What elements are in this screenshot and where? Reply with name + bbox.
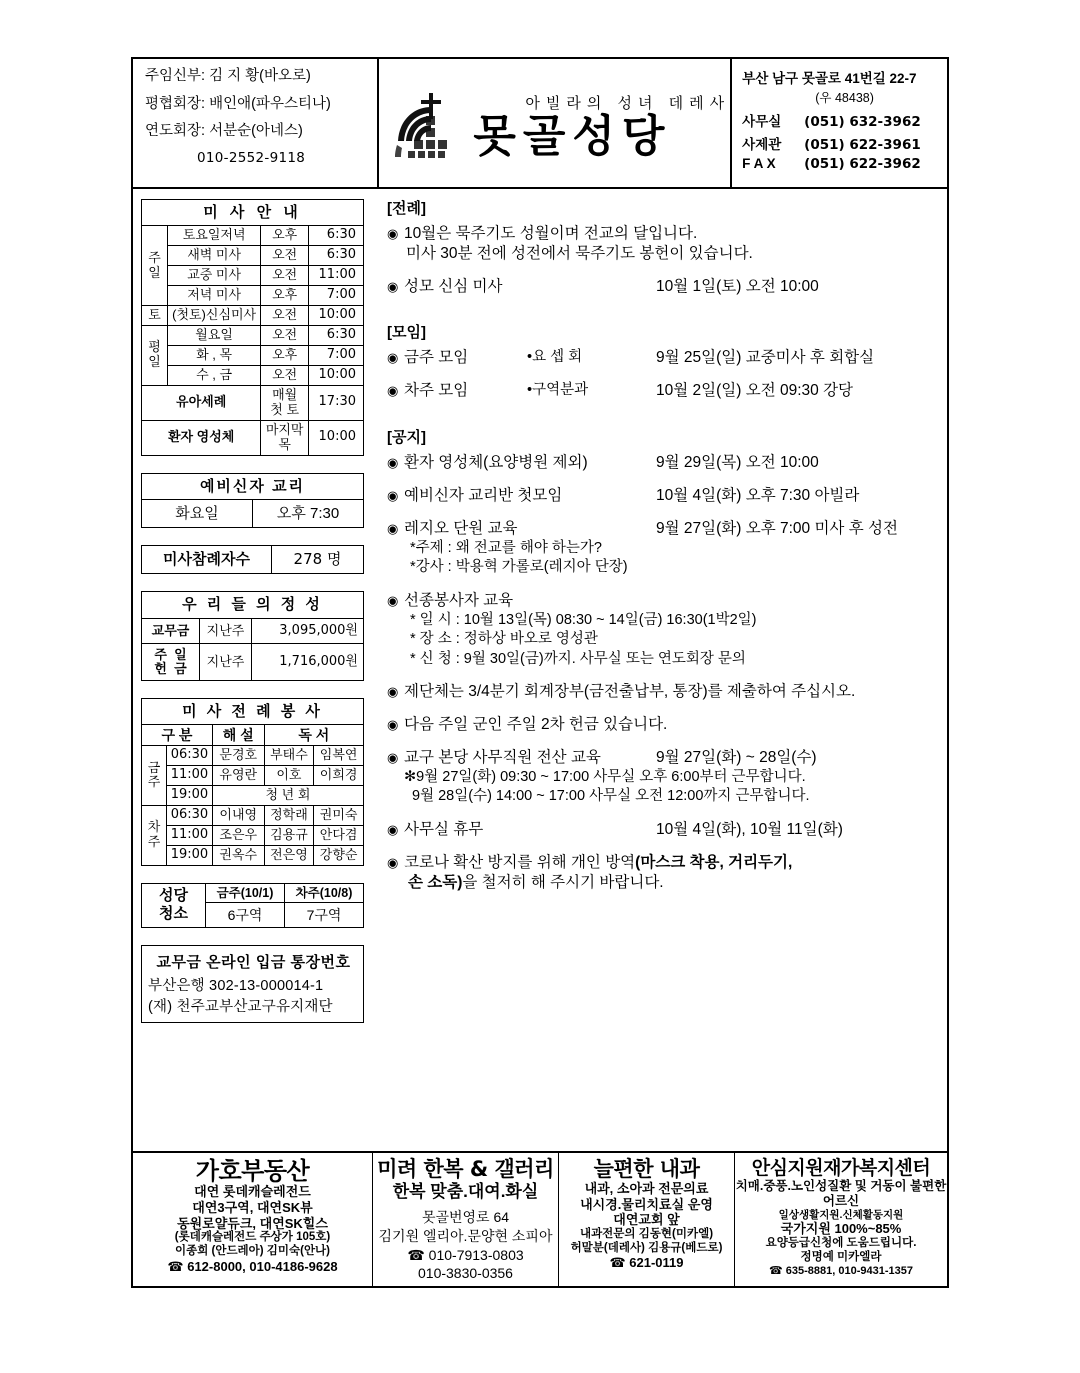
notice-item-label: 예비신자 교리반 첫모임	[404, 486, 563, 504]
notice-item-sub: *주제 : 왜 전교를 해야 하는가?	[410, 539, 602, 556]
mass-time: 6:30	[309, 246, 364, 266]
ad-doctor: 내과전문의 김동현(미카엘)	[579, 1227, 714, 1240]
contact-office-value: (051) 632-3962	[804, 114, 921, 130]
ad-title: 가호부동산	[195, 1157, 310, 1185]
notice-item-text	[404, 820, 947, 840]
header-logo-block	[379, 59, 732, 187]
ad-title: 미려 한복 & 갤러리	[377, 1157, 554, 1181]
bullet-icon: ◉	[387, 383, 399, 399]
notice-item	[387, 486, 947, 506]
mass-schedule-table	[141, 199, 364, 456]
ad-miryeo-hanbok[interactable]	[373, 1153, 559, 1288]
notice-item-text	[404, 453, 947, 473]
service-head-division: 구 분	[142, 724, 213, 745]
infant-baptism-when: 매월 첫 토	[261, 385, 309, 420]
mass-time: 11:00	[309, 266, 364, 286]
ad-line: 일상생활지원.신체활동지원	[778, 1208, 904, 1221]
notice-item	[387, 748, 947, 807]
ad-support-rate: 국가지원 100%~85%	[780, 1221, 902, 1237]
service-commentator: 유영란	[212, 766, 264, 786]
meeting-item	[387, 381, 947, 401]
catechumen-time: 오후 7:30	[253, 499, 364, 527]
meeting-item-group: •요 셉 회	[527, 349, 583, 366]
liturgical-service-table	[141, 698, 364, 866]
notice-item-text	[404, 486, 947, 506]
ad-line: 동원로얄듀크, 대연SK힐스	[177, 1215, 328, 1231]
liturgy-item-label: 성모 신심 미사	[404, 277, 503, 295]
section-heading-meeting: [모임]	[387, 324, 426, 342]
mass-group-sunday: 주 일	[142, 226, 168, 306]
notice-item	[387, 820, 947, 840]
bank-account: 부산은행 302-13-000014-1	[148, 978, 324, 995]
notice-item-value: 9월 27일(화) 오후 7:00 미사 후 성전	[656, 519, 898, 537]
contact-fax-label: F A X	[742, 156, 776, 171]
bullet-icon: ◉	[387, 226, 399, 241]
mass-name: 화 , 목	[167, 345, 260, 365]
mass-group-weekday: 평 일	[142, 325, 168, 385]
sick-communion-when: 마지막 목	[261, 420, 309, 455]
table-row	[142, 365, 364, 385]
offering-amount: 1,716,000원	[252, 644, 364, 680]
service-reader-2: 강향순	[314, 845, 364, 865]
table-row	[142, 845, 364, 865]
table-row	[142, 825, 364, 845]
ad-line: 대연교회 앞	[613, 1212, 680, 1228]
meeting-item-group: •구역분과	[527, 382, 589, 399]
ad-phone: ☎ 612-8000, 010-4186-9628	[167, 1258, 338, 1274]
bulletin-frame	[131, 57, 949, 1288]
table-row	[142, 546, 364, 574]
service-week-label-next: 차 주	[142, 805, 167, 865]
offering-period: 지난주	[200, 644, 252, 680]
mass-ampm: 오후	[261, 345, 309, 365]
table-row	[142, 746, 364, 766]
bullet-icon: ◉	[387, 455, 399, 471]
table-row	[142, 306, 364, 326]
council-chair-line: 평협회장: 배인애(파우스티나)	[145, 95, 331, 112]
service-reader-2: 이희경	[314, 766, 364, 786]
service-commentator: 이내영	[212, 805, 264, 825]
service-group-merged: 청 년 회	[212, 785, 363, 805]
service-time: 19:00	[166, 845, 212, 865]
meeting-item-value: 9월 25일(일) 교중미사 후 회합실	[656, 349, 875, 367]
table-row	[142, 226, 364, 246]
notice-item-sub: * 신 청 : 9월 30일(금)까지. 사무실 또는 연도회장 문의	[410, 650, 746, 667]
notice-item-main	[404, 519, 947, 539]
contact-rectory-value: (051) 622-3961	[804, 137, 921, 153]
notice-item-text	[404, 853, 947, 893]
bank-owner: (재) 천주교부산교구유지재단	[148, 999, 333, 1016]
contact-fax-value: (051) 622-3962	[804, 156, 921, 172]
ad-doctor-secondary: 허말분(데레사) 김용규(베드로)	[570, 1241, 723, 1254]
liturgy-item-line2: 미사 30분 전에 성전에서 묵주기도 봉헌이 있습니다.	[406, 244, 753, 262]
meeting-item-text	[404, 381, 947, 401]
mass-time: 7:00	[309, 345, 364, 365]
mass-name: 토요일저녁	[167, 226, 260, 246]
yeondo-chair-line: 연도회장: 서분순(아네스)	[145, 123, 303, 139]
mass-name: 저녁 미사	[167, 286, 260, 306]
notice-item	[387, 682, 947, 702]
service-time: 06:30	[166, 746, 212, 766]
notice-item	[387, 715, 947, 735]
bullet-icon: ◉	[387, 592, 399, 608]
offering-kind: 교무금	[142, 618, 200, 644]
yeondo-chair-phone: 010-2552-9118	[197, 149, 306, 166]
spacer	[141, 928, 373, 945]
notice-item-value: 10월 4일(화) 오후 7:30 아빌라	[656, 486, 860, 504]
liturgy-item-text	[404, 277, 947, 297]
cleaning-value-this-week: 6구역	[206, 903, 285, 928]
mass-ampm: 오후	[261, 286, 309, 306]
table-row	[142, 345, 364, 365]
table-row	[142, 246, 364, 266]
ad-line: 내과, 소아과 전문의료	[584, 1181, 709, 1197]
church-patron-name: 아빌라의 성녀 데레사	[525, 94, 731, 112]
ad-line: 대연3구역, 대연SK뷰	[192, 1199, 313, 1215]
ad-title: 늘편한 내과	[593, 1157, 700, 1181]
bullet-icon: ◉	[387, 717, 399, 733]
ad-line: 치매.중풍.노인성질환 및 거동이 불편한	[735, 1178, 947, 1193]
notice-covid-bold2: 손 소독)	[408, 873, 463, 891]
church-name: 못골성당	[473, 110, 672, 162]
offering-period: 지난주	[200, 618, 252, 644]
cleaning-head-this-week: 금주(10/1)	[206, 883, 285, 902]
meeting-item	[387, 348, 947, 368]
ad-line: 김기원 엘리아.문양현 소피아	[378, 1228, 553, 1245]
ad-line: (롯데캐슬레전드 주상가 105호)	[174, 1231, 331, 1244]
ad-gaho-realestate[interactable]	[133, 1153, 373, 1288]
ad-line: 대연 롯데캐슬레전드	[194, 1184, 311, 1200]
bullet-icon: ◉	[387, 854, 399, 870]
mass-time: 10:00	[309, 365, 364, 385]
catechumen-table	[141, 473, 364, 529]
service-reader-1: 정학래	[264, 805, 314, 825]
table-row	[142, 592, 364, 618]
catechumen-day: 화요일	[142, 499, 253, 527]
table-row	[142, 785, 364, 805]
mass-ampm: 오전	[261, 325, 309, 345]
advertisement-row	[133, 1151, 947, 1288]
notice-item-value: 9월 27일(화) ~ 28일(수)	[656, 748, 817, 766]
spacer	[141, 528, 373, 545]
ad-title: 안심지원재가복지센터	[751, 1157, 931, 1179]
catechumen-title: 예비신자 교리	[142, 473, 364, 499]
service-head-commentator: 해 설	[212, 724, 264, 745]
notice-item-label: 사무실 휴무	[404, 820, 484, 838]
section-heading-liturgy: [전례]	[387, 200, 426, 217]
ad-contact-person: 정명예 미카엘라	[800, 1250, 882, 1263]
contact-office-label: 사무실	[742, 114, 782, 129]
offering-table	[141, 591, 364, 680]
notice-item-label: 선종봉사자 교육	[404, 591, 514, 609]
ad-phone: ☎ 010-7913-0803	[407, 1246, 524, 1263]
table-row	[142, 499, 364, 527]
mass-ampm: 오후	[261, 226, 309, 246]
ad-phone-secondary: 010-3830-0356	[418, 1265, 513, 1282]
bulletin-body	[133, 189, 947, 1151]
offering-amount: 3,095,000원	[252, 618, 364, 644]
notice-item	[387, 591, 947, 670]
mass-schedule-title: 미 사 안 내	[142, 200, 364, 226]
table-row	[142, 883, 364, 902]
service-title: 미 사 전 례 봉 사	[142, 698, 364, 724]
mass-time: 6:30	[309, 325, 364, 345]
notice-item-sub: ✻9월 27일(화) 09:30 ~ 17:00 사무실 오후 6:00부터 근무합니다.	[404, 768, 806, 785]
offering-title: 우 리 들 의 정 성	[142, 592, 364, 618]
notice-item	[387, 519, 947, 578]
service-reader-2: 권미숙	[314, 805, 364, 825]
ad-agent: 이종희 (안드레아) 김미숙(안나)	[174, 1244, 330, 1257]
mass-time: 6:30	[309, 226, 364, 246]
spacer	[141, 866, 373, 883]
service-reader-1: 이호	[264, 766, 314, 786]
sick-communion-time: 10:00	[309, 420, 364, 455]
table-row	[142, 385, 364, 420]
infant-baptism-label: 유아세례	[142, 385, 261, 420]
contact-rectory-label: 사제관	[742, 137, 782, 152]
spacer	[387, 414, 947, 426]
notice-item-label: 교구 본당 사무직원 전산 교육	[404, 748, 601, 766]
notice-item-value: 10월 4일(화), 10월 11일(화)	[656, 820, 843, 838]
mass-time: 7:00	[309, 286, 364, 306]
notice-covid-post: 을 철저히 해 주시기 바랍니다.	[462, 873, 664, 891]
liturgy-item-value: 10월 1일(토) 오전 10:00	[656, 277, 819, 295]
liturgy-item	[387, 224, 947, 264]
ad-line: 요양등급신청에 도움드립니다.	[765, 1237, 917, 1250]
table-row	[142, 766, 364, 786]
table-row	[142, 724, 364, 745]
bullet-icon: ◉	[387, 749, 399, 765]
mass-ampm: 오전	[261, 365, 309, 385]
header-contact-block	[732, 59, 947, 187]
notice-item-text	[404, 591, 947, 670]
notice-item-main	[404, 748, 947, 768]
ad-subtitle: 한복 맞춤.대여.화실	[392, 1182, 539, 1202]
liturgy-item-line1: 10월은 묵주기도 성월이며 전교의 달입니다.	[404, 225, 698, 242]
ad-neulpyeonhan-clinic[interactable]	[559, 1153, 735, 1288]
service-reader-2: 임복연	[314, 746, 364, 766]
service-reader-1: 부태수	[264, 746, 314, 766]
notice-item-sub: 9월 28일(수) 14:00 ~ 17:00 사무실 오전 12:00까지 근무합니다.	[412, 788, 810, 805]
cleaning-label-line2: 청소	[159, 905, 188, 923]
mass-ampm: 오전	[261, 306, 309, 326]
service-commentator: 권옥수	[212, 845, 264, 865]
liturgy-item	[387, 277, 947, 297]
mass-name: (첫토)신심미사	[167, 306, 260, 326]
notice-item-text	[404, 748, 947, 807]
service-head-reader: 독 서	[264, 724, 363, 745]
service-reader-1: 김용규	[264, 825, 314, 845]
service-time: 11:00	[166, 766, 212, 786]
notice-item	[387, 453, 947, 473]
liturgy-item-text	[404, 224, 947, 264]
notice-item-text: 다음 주일 군인 주일 2차 헌금 있습니다.	[404, 716, 668, 734]
spacer	[141, 681, 373, 698]
attendance-label: 미사참례자수	[142, 546, 272, 574]
meeting-item-label: 금주 모임	[404, 349, 469, 367]
spacer	[141, 574, 373, 591]
notice-item-text: 제단체는 3/4분기 회계장부(금전출납부, 통장)를 제출하여 주십시오.	[404, 683, 856, 701]
spacer	[141, 456, 373, 473]
left-sidebar	[133, 189, 373, 1151]
bullet-icon: ◉	[387, 487, 399, 503]
cleaning-value-next-week: 7구역	[285, 903, 364, 928]
notice-item-value: 9월 29일(목) 오전 10:00	[656, 454, 819, 472]
notice-item-sub: *강사 : 박용혁 가롤로(레지아 단장)	[410, 559, 628, 576]
contact-fax	[742, 156, 947, 172]
service-time: 11:00	[166, 825, 212, 845]
notice-covid-line1	[404, 853, 947, 873]
ad-line: 내시경.물리치료실 운영	[580, 1196, 713, 1212]
bullet-icon: ◉	[387, 350, 399, 366]
notice-item-sub: * 일 시 : 10월 13일(목) 08:30 ~ 14일(금) 16:30(1박2일)	[410, 611, 757, 628]
mass-ampm: 오전	[261, 246, 309, 266]
ad-line: 못골번영로 64	[421, 1209, 510, 1226]
table-row	[142, 266, 364, 286]
church-zipcode: (우 48438)	[815, 91, 874, 105]
notice-item-label: 환자 영성체(요양병원 제외)	[404, 454, 588, 472]
notice-item-sub: * 장 소 : 정하상 바오로 영성관	[410, 631, 598, 648]
cleaning-table	[141, 883, 364, 928]
service-time: 19:00	[166, 785, 212, 805]
table-row	[142, 286, 364, 306]
attendance-table	[141, 545, 364, 574]
bullet-icon: ◉	[387, 821, 399, 837]
contact-rectory	[742, 133, 947, 153]
meeting-item-value: 10월 2일(일) 오전 09:30 강당	[656, 382, 854, 400]
service-reader-2: 안다겸	[314, 825, 364, 845]
meeting-item-text	[404, 348, 947, 368]
cleaning-label-line1: 성당	[159, 886, 188, 904]
ad-line: 어르신	[822, 1193, 860, 1208]
mass-ampm: 오전	[261, 266, 309, 286]
table-row	[142, 618, 364, 644]
bank-title: 교무금 온라인 입금 통장번호	[156, 954, 351, 972]
ad-phone: ☎ 635-8881, 010-9431-1357	[769, 1264, 913, 1277]
mass-name: 교중 미사	[167, 266, 260, 286]
section-heading-notice: [공지]	[387, 429, 426, 447]
bank-info-box	[141, 945, 364, 1023]
notice-item	[387, 853, 947, 893]
spacer	[387, 309, 947, 321]
cleaning-head-next-week: 차주(10/8)	[285, 883, 364, 902]
table-row	[142, 200, 364, 226]
table-row	[142, 644, 364, 680]
table-row	[142, 473, 364, 499]
mass-group-saturday: 토	[142, 306, 168, 326]
service-week-label-this: 금 주	[142, 746, 167, 806]
meeting-item-label: 차주 모임	[404, 382, 469, 400]
service-reader-1: 전은영	[264, 845, 314, 865]
main-content	[373, 189, 947, 1151]
cleaning-label	[142, 883, 206, 927]
mass-time: 10:00	[309, 306, 364, 326]
notice-covid-line2	[404, 873, 947, 893]
service-time: 06:30	[166, 805, 212, 825]
bullet-icon: ◉	[387, 520, 399, 536]
offering-kind: 주 일 헌 금	[142, 644, 200, 680]
table-row	[142, 698, 364, 724]
notice-covid-pre: 코로나 확산 방지를 위해 개인 방역	[404, 853, 636, 871]
ad-ansim-carecenter[interactable]	[735, 1153, 947, 1288]
contact-office	[742, 110, 947, 130]
bullet-icon: ◉	[387, 278, 399, 294]
church-address: 부산 남구 못골로 41번길 22-7	[742, 71, 917, 86]
service-commentator: 조은우	[212, 825, 264, 845]
notice-item-label: 레지오 단원 교육	[404, 519, 518, 537]
mass-name: 수 , 금	[167, 365, 260, 385]
ad-phone: ☎ 621-0119	[609, 1255, 684, 1271]
bullet-icon: ◉	[387, 684, 399, 700]
mass-name: 새벽 미사	[167, 246, 260, 266]
header-staff-block	[133, 59, 379, 187]
mass-name: 월요일	[167, 325, 260, 345]
notice-covid-bold: (마스크 착용, 거리두기,	[635, 853, 793, 871]
church-logo-icon	[393, 89, 471, 163]
pastor-line: 주임신부: 김 지 황(바오로)	[145, 68, 311, 84]
bulletin-header	[133, 59, 947, 189]
infant-baptism-time: 17:30	[309, 385, 364, 420]
table-row	[142, 805, 364, 825]
notice-item-text	[404, 519, 947, 578]
church-wordmark	[473, 92, 731, 162]
service-commentator: 문경호	[212, 746, 264, 766]
sick-communion-label: 환자 영성체	[142, 420, 261, 455]
attendance-value: 278 명	[272, 546, 364, 574]
table-row	[142, 420, 364, 455]
table-row	[142, 325, 364, 345]
